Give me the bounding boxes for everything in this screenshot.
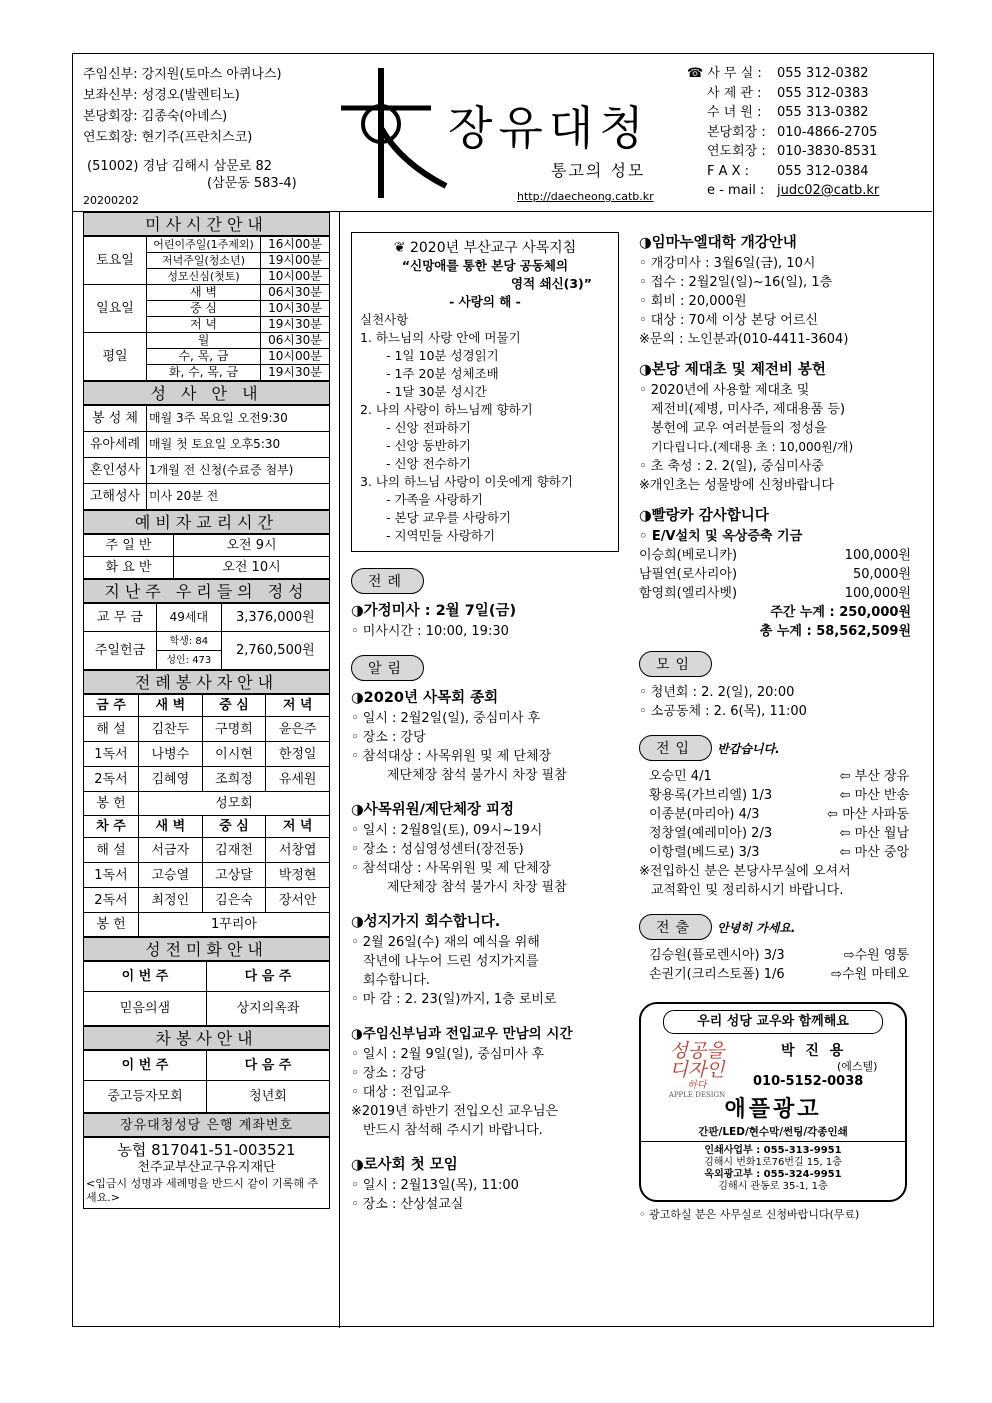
movein-row: 정창열(예레미아) 2/3 ⇦ 마산 월남 <box>649 826 909 841</box>
moveout-row: 김승원(플로렌시아) 3/3 ⇨수원 영통 <box>649 948 909 963</box>
parish-url-link[interactable]: http://daecheong.catb.kr <box>517 190 654 203</box>
contact-row: 연도회장 : 010-3830-8531 <box>707 144 878 159</box>
immanuel-title: ◑임마누엘대학 개강안내 <box>639 235 797 251</box>
donor-row: 함영희(엘리사벳) 100,000원 <box>639 586 911 601</box>
candle-title: ◑본당 제대초 및 제전비 봉헌 <box>639 362 826 378</box>
ad-box: 우리 성당 교우와 함께해요 성공을 디자인 하다 APPLE DESIGN 박 진 용 (에스텔) 010-5152-0038 애플광고 간판/LED/현수막/썬팅/각종인쇄 인쇄사업부 : 055-313-9951 김해시 번화1로76번길 15, 1층 옥외광고부 : 055-324-9951 김해시 관동로 35-1, 1층 <box>639 1002 907 1202</box>
mass-times-title: 미사시간안내 <box>83 212 330 236</box>
meeting-title: ◑주임신부님과 전입교우 만남의 시간 <box>351 1026 573 1042</box>
movein-row: 이항렬(베드로) 3/3 ⇦ 마산 중앙 <box>649 845 909 860</box>
address-line2: (삼문동 583-4) <box>207 176 297 191</box>
email-link[interactable]: judc02@catb.kr <box>777 183 880 198</box>
diocese-emblem-icon: ❦ <box>393 240 406 256</box>
contact-row: 사 제 관 : 055 312-0383 <box>707 85 869 101</box>
flower-table: 이 번 주 다 음 주 믿음의샘 상지의옥좌 <box>83 961 330 1026</box>
family-mass-title: ◑가정미사 : 2월 7일(금) <box>351 603 517 619</box>
bank-title: 장유대청성당 은행 계좌번호 <box>83 1113 330 1137</box>
car-title: 차봉사안내 <box>83 1026 330 1050</box>
sat-label: 토요일 <box>84 237 147 285</box>
contact-row: 본당회장 : 010-4866-2705 <box>707 124 878 140</box>
liturgy-tag-line <box>351 568 619 596</box>
catechism-title: 예비자교리시간 <box>83 510 330 534</box>
moveout-tag: 전출 <box>639 914 712 940</box>
gathering-tag: 모임 <box>639 651 712 677</box>
movein-row: 오승민 4/1 ⇦ 부산 장유 <box>649 769 909 784</box>
liturgy-table: 금 주 새 벽 중 심 저 녁 해 설 김찬두 구명희 윤은주 1독서 나병수 이시현 한정일 2독서 김혜영 조희정 유세원 봉 헌 성모회 차 주 새 벽 중 심 저 녁 해 설 서금자 김재천 서창엽 1독서 고승열 고상달 박정현 2독서 최정인 김은숙 장서안 봉 헌 1꾸리아 <box>83 694 330 937</box>
sacrament-title: 성 사 안 내 <box>83 381 330 405</box>
cross-logo-icon <box>341 68 451 198</box>
clergy-2: 보좌신부: 성경오(발렌티노) <box>83 88 240 103</box>
notice-tag: 알림 <box>351 655 424 681</box>
column-divider <box>339 212 340 1328</box>
header <box>73 54 932 212</box>
contact-row: e - mail : judc02@catb.kr <box>687 181 879 201</box>
rosary-title: ◑로사회 첫 모임 <box>351 1157 458 1173</box>
ad-logo: 성공을 디자인 하다 APPLE DESIGN <box>668 1040 726 1099</box>
pastoral-title: ❦ 2020년 부산교구 사목지침 <box>393 240 577 256</box>
offering-table: 교 무 금 49세대 3,376,000원 주일헌금 학생: 84 2,760,500원 성인: 473 <box>83 603 330 670</box>
ad-person-name: 박 진 용 <box>781 1043 847 1059</box>
ad-services: 간판/LED/현수막/썬팅/각종인쇄 <box>698 1126 848 1138</box>
parish-subtitle: 통고의 성모 <box>551 161 646 180</box>
car-table: 이 번 주 다 음 주 중고등자모회 청년회 <box>83 1050 330 1113</box>
ad-departments: 인쇄사업부 : 055-313-9951 김해시 번화1로76번길 15, 1층 옥외광고부 : 055-324-9951 김해시 관동로 35-1, 1층 <box>704 1145 842 1192</box>
weekday-label: 평일 <box>84 333 147 381</box>
ad-heading: 우리 성당 교우와 함께해요 <box>663 1010 883 1034</box>
liturgy-title: 전례봉사자안내 <box>83 670 330 694</box>
moveout-row: 손권기(크리스토폴) 1/6 ⇨수원 마테오 <box>649 967 909 982</box>
parish-title: 장유대청 <box>448 101 650 155</box>
bank-account: 농협 817041-51-003521 <box>117 1141 296 1159</box>
bank-holder: 천주교부산교구유지재단 <box>137 1160 276 1175</box>
bulletin-frame <box>72 53 934 1327</box>
date-code: 20200202 <box>83 194 139 207</box>
catechism-table: 주 일 반 오전 9시 화 요 반 오전 10시 <box>83 534 330 579</box>
sacrament-table: 봉 성 체 매월 3주 목요일 오전9:30 유아세례 매월 첫 토요일 오후5:30 혼인성사 1개월 전 신청(수료증 첨부) 고해성사 미사 20분 전 <box>83 405 330 510</box>
middle-column: ❦ 2020년 부산교구 사목지침 “신망애를 통한 본당 공동체의 영적 쇄신(3)” - 사랑의 해 - 실천사항 1. 하느님의 사랑 안에 머물기 - 1일 10분 성경읽기 - 1주 20분 성체조배 - 1달 30분 성시간 2. 나의 사랑이 하느님께 향하기 - 신앙 전파하기 - 신앙 동반하기 - 신앙 전수하기 3. 나의 하느님 사랑이 이웃에게 향하기 - 가족을 사랑하기 - 본당 교우를 사랑하기 - 지역민들 사랑하기 전례 ◑가정미사 : 2월 7일(금) ◦ 미사시간 : 10:00, 19:30 알림 ◑2020년 사목회 종회 ◦ 일시 : 2월2일(일), 중심미사 후 ◦ 장소 : 강당 ◦ 참석대상 : 사목위원 및 제 단체장 제단체장 참석 불가시 차장 필참 ◑사목위원/제단체장 피정 ◦ 일시 : 2월8일(토), 09시~19시 ◦ 장소 : 성심영성센터(장전동) ◦ 참석대상 : 사목위원 및 제 단체장 제단체장 참석 불가시 차장 필참 ◑성지가지 회수합니다. ◦ 2월 26일(수) 재의 예식을 위해 작년에 나누어 드린 성지가지를 회수합니다. ◦ 마 감 : 2. 23(일)까지, 1층 로비로 ◑주임신부님과 전입교우 만남의 시간 ◦ 일시 : 2월 9일(일), 중심미사 후 ◦ 장소 : 강당 ◦ 대상 : 전입교우 ※2019년 하반기 전입오신 교우님은 반드시 참석해 주시기 바랍니다. ◑로사회 첫 모임 ◦ 일시 : 2월13일(목), 11:00 ◦ 장소 : 산상설교실 <box>351 232 619 1214</box>
clergy-list <box>83 64 282 148</box>
ad-phone: 010-5152-0038 <box>753 1074 864 1089</box>
ad-company: 애플광고 <box>724 1097 822 1122</box>
sun-label: 일요일 <box>84 285 147 333</box>
address-line1: (51002) 경남 김해시 삼문로 82 <box>87 159 273 174</box>
contacts <box>687 64 879 201</box>
pastoral-box: ❦ 2020년 부산교구 사목지침 “신망애를 통한 본당 공동체의 영적 쇄신(3)” - 사랑의 해 - 실천사항 1. 하느님의 사랑 안에 머물기 - 1일 10분 성경읽기 - 1주 20분 성체조배 - 1달 30분 성시간 2. 나의 사랑이 하느님께 향하기 - 신앙 전파하기 - 신앙 동반하기 - 신앙 전수하기 3. 나의 하느님 사랑이 이웃에게 향하기 - 가족을 사랑하기 - 본당 교우를 사랑하기 - 지역민들 사랑하기 <box>351 232 619 552</box>
clergy-4: 연도회장: 현기주(프란치스코) <box>83 130 253 145</box>
contact-row: ☎ 사 무 실 : 055 312-0382 <box>687 66 869 81</box>
gathering-tag-line <box>639 651 929 679</box>
council-title: ◑2020년 사목회 종회 <box>351 690 499 706</box>
contact-row: F A X : 055 312-0384 <box>707 163 869 179</box>
clergy-3: 본당회장: 김종숙(아녜스) <box>83 109 228 124</box>
flower-title: 성전미화안내 <box>83 937 330 961</box>
palm-title: ◑성지가지 회수합니다. <box>351 914 501 930</box>
bank-note: <입금시 성명과 세례명을 반드시 같이 기록해 주세요.> <box>86 1177 319 1204</box>
notice-tag-line <box>351 655 619 683</box>
contact-row: 수 녀 원 : 055 313-0382 <box>707 105 869 120</box>
moveout-tag-line: 전출 안녕히 가세요. <box>639 914 929 942</box>
donor-row: 이승희(베로니카) 100,000원 <box>639 548 911 563</box>
address <box>87 158 297 192</box>
donor-row: 남필연(로사리아) 50,000원 <box>639 567 911 582</box>
movein-row: 황용록(가브리엘) 1/3 ⇦ 마산 반송 <box>649 788 909 803</box>
ad-note: ◦ 광고하실 분은 사무실로 신청바랍니다(무료) <box>639 1208 860 1221</box>
offering-title: 지난주 우리들의 정성 <box>83 579 330 603</box>
retreat-title: ◑사목위원/제단체장 피정 <box>351 802 515 818</box>
movein-tag: 전입 <box>639 735 712 761</box>
movein-tag-line: 전입 반갑습니다. <box>639 735 929 763</box>
bank-info <box>83 1137 330 1209</box>
right-column: ◑임마누엘대학 개강안내 ◦ 개강미사 : 3월6일(금), 10시 ◦ 접수 : 2월2일(일)~16(일), 1층 ◦ 회비 : 20,000원 ◦ 대상 : 70세 이상 본당 어르신 ※문의 : 노인분과(010-4411-3604) ◑본당 제대초 및 제전비 봉헌 ◦ 2020년에 사용할 제대초 및 제전비(제병, 미사주, 제대용품 등) 봉헌에 교우 여러분들의 정성을 기다립니다.(제대용 초 : 10,000원/개) ◦ 초 축성 : 2. 2(일), 중심미사중 ※개인초는 성물방에 신청바랍니다 ◑빨랑카 감사합니다 ◦ E/V설치 및 옥상증축 기금 이승희(베로니카) 100,000원 남필연(로사리아) 50,000원 함영희(엘리사벳) 100,000원 주간 누계 : 250,000원 총 누계 : 58,562,509원 모임 ◦ 청년회 : 2. 2(일), 20:00 ◦ 소공동체 : 2. 6(목), 11:00 전입 반갑습니다. 오승민 4/1 ⇦ 부산 장유 황용록(가브리엘) 1/3 ⇦ 마산 반송 이종분(마리아) 4/3 ⇦ 마산 사파동 정창열(예레미아) 2/3 ⇦ 마산 월남 이항렬(베드로) 3/3 ⇦ 마산 중앙 ※전입하신 분은 본당사무실에 오셔서 교적확인 및 정리하시기 바랍니다. 전출 안녕히 가세요. 김승원(플로렌시아) 3/3 ⇨수원 영통 손권기(크리스토폴) 1/6 ⇨수원 마테오 우리 성당 교우와 함께해요 성공을 디자인 하다 APPLE DESIGN 박 진 용 (에스텔) 010-5152-0038 애플광고 간판/LED/현수막/썬팅/각종인쇄 인쇄사업부 : 055-313-9951 김해시 번화1로76번길 15, 1층 옥외광고부 : 055-324-9951 김해시 관동로 35-1, 1층 ◦ 광고하실 분은 사무실로 신청바랍니다(무료) <box>639 232 929 1222</box>
thanks-title: ◑빨랑카 감사합니다 <box>639 508 769 524</box>
liturgy-tag: 전례 <box>351 568 424 594</box>
movein-row: 이종분(마리아) 4/3 ⇦ 마산 사파동 <box>649 807 909 822</box>
weekly-total: 주간 누계 : 250,000원 <box>770 605 911 620</box>
left-column <box>83 212 330 1209</box>
grand-total: 총 누계 : 58,562,509원 <box>759 624 911 639</box>
mass-times-table: 토요일 어린이주일(1주제외) 16시00분 저녁주일(청소년) 19시00분 성모신심(첫토) 10시00분 일요일 새 벽 06시30분 중 심 10시30분 저 녁 19시30분 평일 월 06시30분 수, 목, 금 10시00분 화, 수, 목, 금 19시30분 <box>83 236 330 381</box>
clergy-1: 주임신부: 강지원(토마스 아퀴나스) <box>83 67 282 82</box>
